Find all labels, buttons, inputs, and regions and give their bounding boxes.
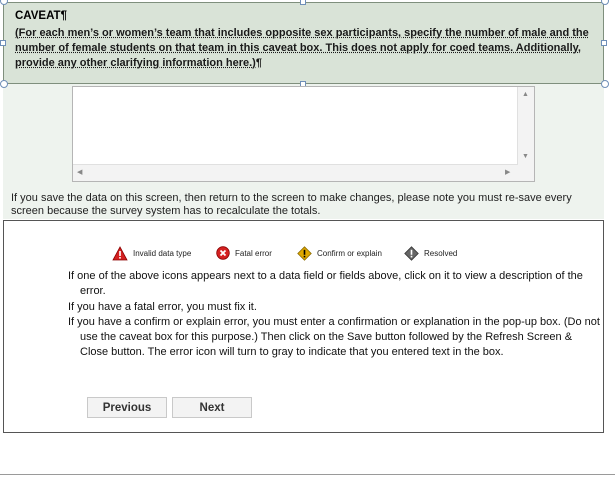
vertical-scrollbar[interactable] (517, 87, 534, 165)
scroll-up-icon[interactable]: ▲ (522, 91, 529, 98)
previous-button[interactable]: Previous (87, 397, 167, 418)
legend-invalid-label: Invalid data type (133, 249, 192, 258)
horizontal-scrollbar[interactable] (73, 164, 518, 181)
caveat-callout (3, 2, 604, 84)
resize-handle-top[interactable] (300, 0, 306, 5)
help-text-icons: If one of the above icons appears next to a data field or fields above, click on it to view a description of the error. (68, 270, 583, 297)
resize-handle-left[interactable] (0, 40, 6, 46)
caveat-title: CAVEAT¶ (15, 10, 67, 22)
legend-resolved (404, 246, 457, 261)
resave-notice: If you save the data on this screen, then return to the screen to make changes, please note you must re-save every screen because the survey system has to recalculate the totals. (11, 192, 572, 217)
caveat-textarea[interactable] (72, 86, 535, 182)
legend-resolved-label: Resolved (424, 249, 458, 258)
warning-triangle-icon (112, 246, 128, 261)
legend-invalid (112, 246, 191, 261)
fatal-error-icon (216, 246, 230, 260)
legend-confirm-label: Confirm or explain (317, 249, 382, 258)
confirm-diamond-icon (297, 246, 312, 261)
resize-handle-bottom-left[interactable] (0, 80, 8, 88)
scroll-down-icon[interactable]: ▼ (522, 153, 529, 160)
resize-handle-top-right[interactable] (601, 0, 609, 5)
legend-fatal (216, 246, 272, 260)
scrollbar-corner (518, 165, 534, 181)
next-button[interactable]: Next (172, 397, 252, 418)
scroll-right-icon[interactable]: ▶ (505, 169, 511, 176)
caveat-instructions: (For each men’s or women’s team that includes opposite sex participants, specify the number of male and the number of female students on that team in this caveat box. This does not apply for coed teams. Additionally, provide any other clarifying information here.)¶ (15, 27, 589, 69)
resize-handle-bottom-right[interactable] (601, 80, 609, 88)
help-text-confirm: If you have a confirm or explain error, you must enter a confirmation or explanation in the pop-up box. (Do not use the caveat box for this purpose.) Then click on the Save button followed by the Refresh Screen & Close button. The error icon will turn to gray to indicate that you entered text in the box. (68, 316, 600, 358)
resolved-diamond-icon (404, 246, 419, 261)
legend-confirm (297, 246, 382, 261)
help-text-fatal: If you have a fatal error, you must fix it. (68, 301, 257, 313)
scroll-left-icon[interactable]: ◀ (77, 169, 83, 176)
legend-fatal-label: Fatal error (235, 248, 272, 258)
page-divider (0, 474, 615, 475)
resize-handle-right[interactable] (601, 40, 607, 46)
